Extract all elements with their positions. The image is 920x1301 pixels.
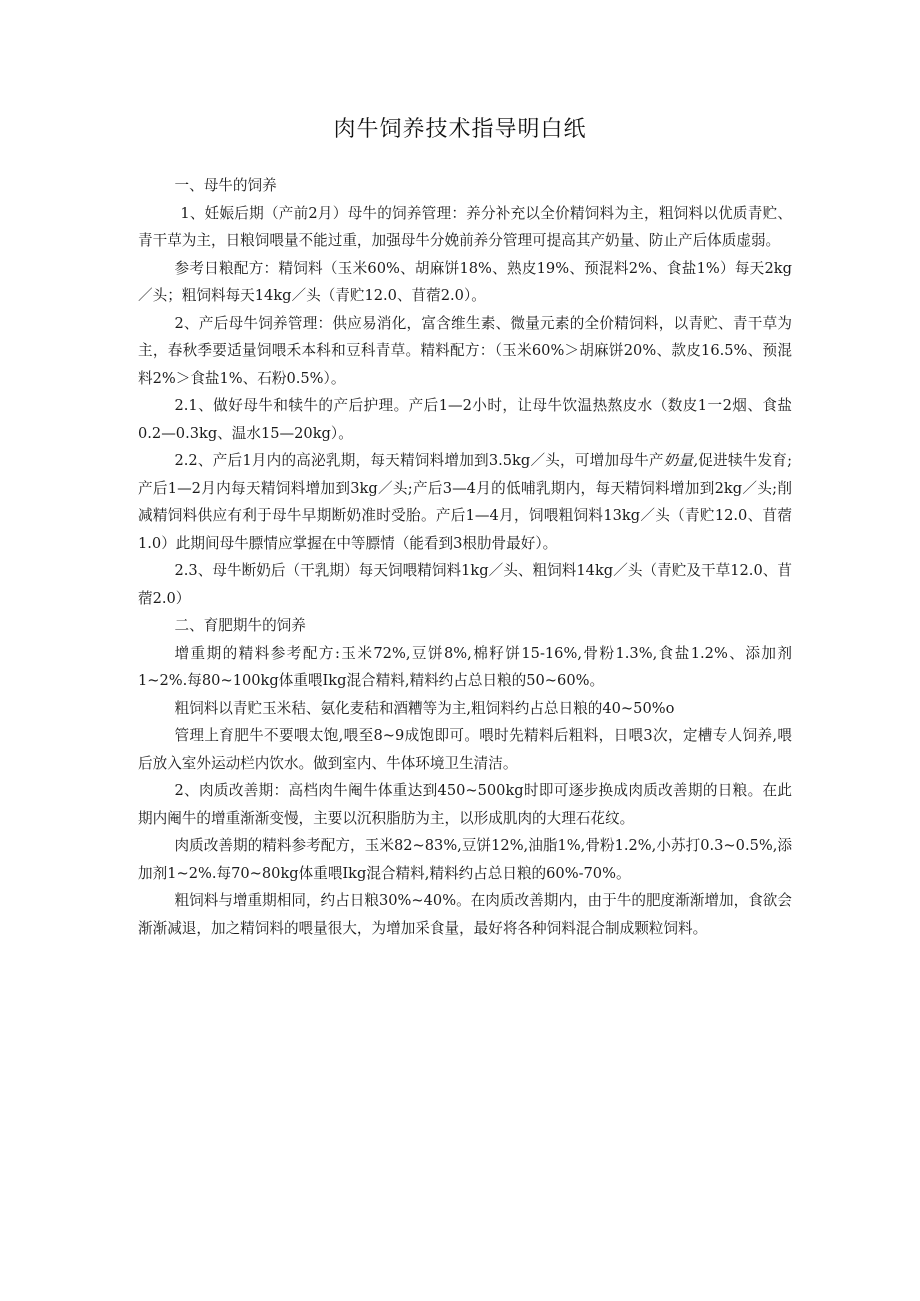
paragraph-roughage-meat-quality: 粗饲料与增重期相同，约占日粮30%~40%。在肉质改善期内，由于牛的肥度渐渐增加，食欲会渐渐减退，加之精饲料的喂量很大，为增加采食量，最好将各种饲料混合制成颗粒饲料。: [138, 892, 792, 937]
paragraph-reference-ration: 参考日粮配方：精饲料（玉米60%、胡麻饼18%、熟皮19%、预混料2%、食盐1%）每天2kg／头；粗饲料每天14kg／头（青贮12.0、苜蓿2.0）。: [138, 259, 792, 304]
paragraph-high-lactation-part2: 促进犊牛发育;产后1—2月内每天精饲料增加到3kg／头;产后3—4月的低哺乳期内，每天精饲料增加到2kg／头;削减精饲料供应有利于母牛早期断奶准时受胎。产后1—4月，饲喂粗饲料13kg／头（青贮12.0、苜蓿1.0）此期间母牛膘情应掌握在中等膘情（能看到3根肋骨最好）。: [138, 452, 793, 552]
paragraph-high-lactation-italic: 奶量,: [663, 452, 699, 469]
paragraph-dry-period: 2.3、母牛断奶后（干乳期）每天饲喂精饲料1kg／头、粗饲料14kg／头（青贮及干草12.0、苜蓿2.0）: [138, 562, 792, 607]
paragraph-postpartum-management: 2、产后母牛饲养管理：供应易消化，富含维生素、微量元素的全价精饲料，以青贮、青干草为主，春秋季要适量饲喂禾本科和豆科青草。精料配方：（玉米60%＞胡麻饼20%、款皮16.5%、预混料2%＞食盐1%、石粉0.5%）。: [138, 314, 792, 387]
paragraph-feeding-management: 管理上育肥牛不要喂太饱,喂至8~9成饱即可。喂时先精料后粗料，日喂3次，定槽专人饲养,喂后放入室外运动栏内饮水。做到室内、牛体环境卫生清洁。: [138, 727, 792, 772]
paragraph-late-pregnancy: 1、妊娠后期（产前2月）母牛的饲养管理：养分补充以全价精饲料为主，粗饲料以优质青贮、青干草为主，日粮饲喂量不能过重，加强母牛分娩前养分管理可提高其产奶量、防止产后体质虚弱。: [138, 204, 792, 249]
paragraph-high-lactation-part1: 2.2、产后1月内的高泌乳期，每天精饲料增加到3.5kg／头，可增加母牛产: [174, 452, 664, 469]
document-title: 肉牛饲养技术指导明白纸: [333, 117, 587, 142]
paragraph-roughage: 粗饲料以青贮玉米秸、氨化麦秸和酒糟等为主,粗饲料约占总日粮的40~50%o: [174, 699, 675, 717]
paragraph-high-lactation: [138, 447, 792, 557]
paragraph-meat-quality-period: 2、肉质改善期：高档肉牛阉牛体重达到450~500kg时即可逐步换成肉质改善期的日粮。在此期内阉牛的增重渐渐变慢，主要以沉积脂肪为主，以形成肌肉的大理石花纹。: [138, 782, 792, 827]
document-body: [138, 172, 792, 942]
section-heading-fattening: 二、育肥期牛的饲养: [174, 617, 306, 634]
paragraph-postpartum-care: 2.1、做好母牛和犊牛的产后护理。产后1—2小时，让母牛饮温热熬皮水（数皮1一2烟、食盐0.2—0.3kg、温水15—20kg）。: [138, 397, 792, 442]
paragraph-meat-quality-formula: 肉质改善期的精料参考配方，玉米82~83%,豆饼12%,油脂1%,骨粉1.2%,小苏打0.3~0.5%,添加剂1~2%.每70~80kg体重喂Ikg混合精料,精料约占总日粮的60%-70%。: [138, 837, 792, 882]
paragraph-gain-period-formula: 增重期的精料参考配方:玉米72%,豆饼8%,棉籽饼15-16%,骨粉1.3%,食盐1.2%、添加剂1~2%.每80~100kg体重喂Ikg混合精料,精料约占总日粮的50~60%。: [138, 644, 792, 689]
section-heading-cow-feeding: 一、母牛的饲养: [174, 177, 277, 194]
